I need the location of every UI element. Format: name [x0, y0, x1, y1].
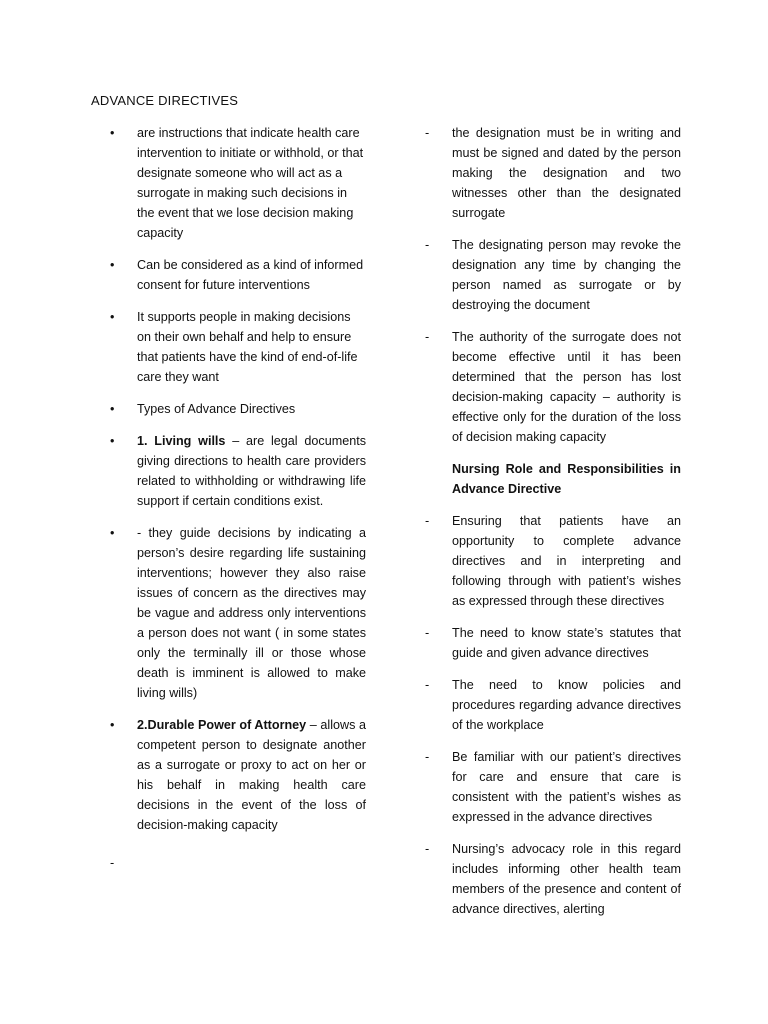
right-column	[425, 123, 681, 931]
dash-marker: -	[425, 678, 430, 692]
list-item-text: The authority of the surrogate does not become effective until it has been determined that the person has lost decision-making capacity – authority is effective only for the duration of the loss of decision making capacity	[452, 330, 681, 444]
dash-marker: -	[425, 126, 430, 140]
list-item	[425, 675, 681, 735]
dash-marker: -	[425, 514, 430, 528]
term-label: 2.Durable Power of Attorney	[137, 718, 307, 732]
list-item	[425, 123, 681, 223]
list-item	[110, 123, 366, 243]
bullet-marker: •	[110, 258, 115, 272]
bullet-marker: •	[110, 402, 115, 416]
list-item	[110, 255, 366, 295]
list-item-text: Be familiar with our patient’s directives for care and ensure that care is consistent with the patient’s wishes as expressed in the advance directives	[452, 750, 681, 824]
list-item	[425, 235, 681, 315]
list-item	[425, 327, 681, 447]
list-item-text: Can be considered as a kind of informed consent for future interventions	[137, 258, 364, 292]
dash-marker: -	[425, 750, 430, 764]
list-item	[425, 623, 681, 663]
list-item-text: - they guide decisions by indicating a person’s desire regarding life sustaining interventions; however they also raise issues of concern as the directives may be vague and address only interventions a person does not want ( in some states only the terminally ill or those whose death is imminent is allowed to make living wills)	[137, 526, 366, 700]
term-definition: – allows a competent person to designate another as a surrogate or proxy to act on her or his behalf in making health care decisions in the event of the loss of decision-making capacity	[137, 718, 366, 832]
term-label: 1. Living wills	[137, 434, 226, 448]
list-item-text: Ensuring that patients have an opportunity to complete advance directives and in interpreting and following through with patient’s wishes as expressed through these directives	[452, 514, 681, 608]
list-item	[110, 715, 366, 835]
list-item	[110, 431, 366, 511]
section-heading: Nursing Role and Responsibilities in Advance Directive	[452, 462, 681, 496]
term-definition: – are legal documents giving directions to health care providers related to withholding or withdrawing life support if certain conditions exist.	[137, 434, 366, 508]
dash-marker: -	[425, 842, 430, 856]
list-item-text: Nursing’s advocacy role in this regard includes informing other health team members of the presence and content of advance directives, alerting	[452, 842, 681, 916]
list-item-text: The need to know state’s statutes that guide and given advance directives	[452, 626, 681, 660]
list-item-text: the designation must be in writing and must be signed and dated by the person making the designation and two witnesses other than the designated surrogate	[452, 126, 681, 220]
list-item	[110, 523, 366, 703]
bullet-marker: •	[110, 310, 115, 324]
list-item	[425, 839, 681, 919]
dash-marker: -	[425, 238, 430, 252]
list-item	[425, 747, 681, 827]
bullet-marker: •	[110, 434, 115, 448]
page-title: ADVANCE DIRECTIVES	[91, 93, 239, 108]
list-item-text: Types of Advance Directives	[137, 402, 296, 416]
list-item-text	[137, 715, 366, 835]
dash-marker: -	[425, 626, 430, 640]
bullet-marker: •	[110, 126, 115, 140]
list-item	[110, 307, 366, 387]
list-item-text	[137, 431, 366, 511]
bullet-marker: •	[110, 718, 115, 732]
list-item-text: The need to know policies and procedures regarding advance directives of the workplace	[452, 678, 681, 732]
dash-marker: -	[425, 330, 430, 344]
dash-marker: -	[110, 856, 115, 870]
list-item-text: The designating person may revoke the designation any time by changing the person named as surrogate or by destroying the document	[452, 238, 681, 312]
list-item	[110, 399, 366, 419]
list-item-text: It supports people in making decisions on their own behalf and help to ensure that patients have the kind of end-of-life care they want	[137, 310, 358, 384]
list-item-text: are instructions that indicate health care intervention to initiate or withhold, or that designate someone who will act as a surrogate in making such decisions in the event that we lose decision making capacity	[137, 126, 364, 240]
left-column	[110, 123, 366, 870]
bullet-marker: •	[110, 526, 115, 540]
list-item	[425, 511, 681, 611]
